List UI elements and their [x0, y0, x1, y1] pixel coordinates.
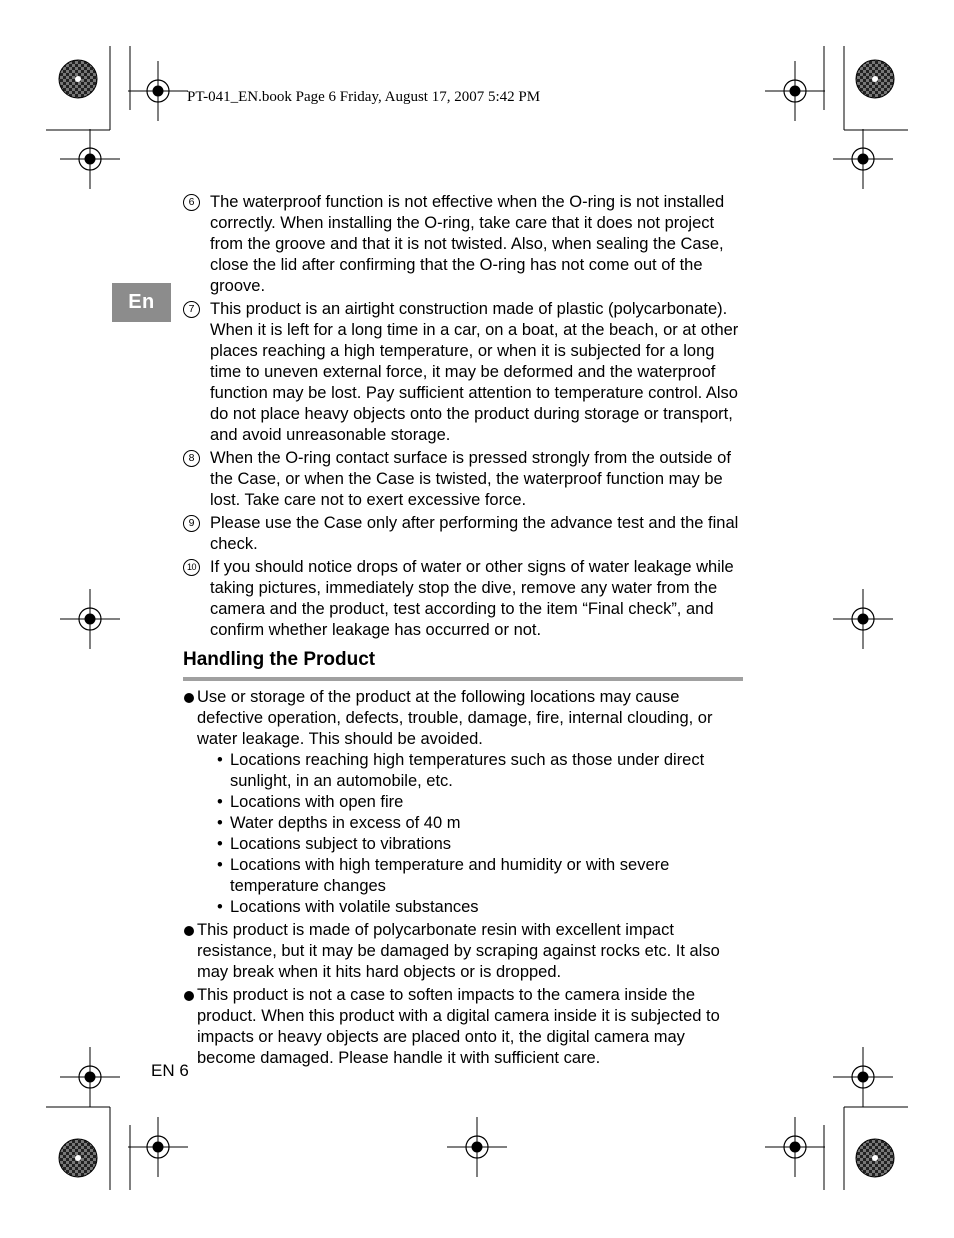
bullet-item — [183, 920, 745, 983]
circled-number: 8 — [183, 450, 200, 467]
sub-bullet-icon: • — [217, 835, 223, 853]
bullet-dot-icon — [184, 926, 194, 936]
bullet-dot-icon — [184, 693, 194, 703]
numbered-item — [183, 557, 745, 641]
numbered-item-text: If you should notice drops of water or other signs of water leakage while taking pictures, immediately stop the dive, remove any water from the camera and the product, test according to the item “Final check”, and confirm whether leakage has occurred or not. — [210, 558, 734, 639]
sub-list-item: • Locations with open fire — [217, 793, 404, 811]
bullet-text: This product is not a case to soften impacts to the camera inside the product. When this product with a digital camera inside it is subjected to impacts or heavy objects are placed onto it, the digital camera may become damaged. Please handle it with sufficient care. — [197, 986, 720, 1067]
sub-list-item: • Locations reaching high temperatures such as those under direct sunlight, in an automobile, etc. — [217, 751, 705, 790]
sub-list-item: • Locations with volatile substances — [217, 898, 479, 916]
page-number: EN 6 — [151, 1061, 189, 1080]
circled-number: 9 — [183, 515, 200, 532]
page-content — [183, 192, 745, 1071]
circled-number: 6 — [183, 194, 200, 211]
circled-number: 10 — [183, 559, 200, 576]
sub-bullet-icon: • — [217, 751, 223, 769]
numbered-item-text: The waterproof function is not effective when the O-ring is not installed correctly. When installing the O-ring, take care that it does not project from the groove and that it is not twisted. Also, when sealing the Case, close the lid after confirming that the O-ring has not come out of the groove. — [210, 193, 725, 295]
sub-list-item: • Water depths in excess of 40 m — [217, 814, 461, 832]
bullet-list — [183, 687, 745, 1069]
numbered-item — [183, 299, 745, 446]
numbered-item — [183, 513, 745, 555]
sub-list-item: • Locations with high temperature and humidity or with severe temperature changes — [217, 856, 670, 895]
section-heading: Handling the Product — [183, 648, 743, 681]
sub-bullet-icon: • — [217, 793, 223, 811]
numbered-item-text: Please use the Case only after performing the advance test and the final check. — [210, 514, 739, 553]
bullet-text: This product is made of polycarbonate resin with excellent impact resistance, but it may be damaged by scraping against rocks etc. It also may break when it hits hard objects or is dropped. — [197, 921, 720, 981]
numbered-item-text: This product is an airtight construction made of plastic (polycarbonate). When it is left for a long time in a car, on a boat, at the beach, or at other places reaching a high temperature, or when it is subjected for a long time to uneven external force, it may be deformed and the waterproof function may be lost. Pay sufficient attention to temperature control. Also do not place heavy objects onto the product during storage or transport, and avoid unreasonable storage. — [210, 300, 739, 444]
numbered-item-text: When the O-ring contact surface is pressed strongly from the outside of the Case, or when the Case is twisted, the waterproof function may be lost. Take care not to exert excessive force. — [210, 449, 731, 509]
bullet-item — [183, 687, 745, 918]
language-tab: En — [112, 283, 171, 322]
numbered-item — [183, 192, 745, 297]
bullet-text: Use or storage of the product at the following locations may cause defective operation, defects, trouble, damage, fire, internal clouding, or water leakage. This should be avoided. — [197, 688, 713, 748]
bullet-item — [183, 985, 745, 1069]
circled-number: 7 — [183, 301, 200, 318]
numbered-item — [183, 448, 745, 511]
sub-bullet-icon: • — [217, 814, 223, 832]
location-list — [197, 750, 745, 918]
print-header: PT-041_EN.book Page 6 Friday, August 17, 2007 5:42 PM — [187, 89, 541, 105]
sub-bullet-icon: • — [217, 856, 223, 874]
sub-list-item: • Locations subject to vibrations — [217, 835, 452, 853]
bullet-dot-icon — [184, 991, 194, 1001]
sub-bullet-icon: • — [217, 898, 223, 916]
